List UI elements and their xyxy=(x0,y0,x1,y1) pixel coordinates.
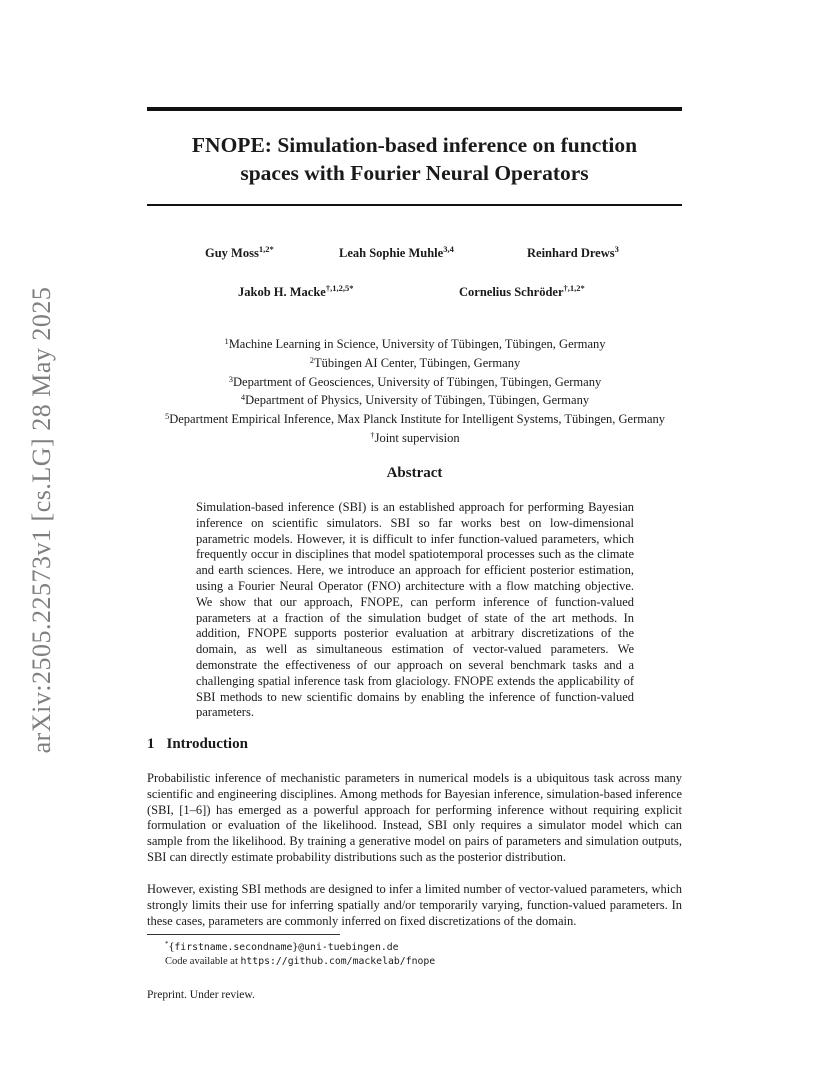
title-line-1: FNOPE: Simulation-based inference on function xyxy=(191,133,638,157)
author-leah-sophie-muhle xyxy=(339,244,454,261)
footnotes xyxy=(165,937,435,969)
affiliation-mark: 4 xyxy=(240,392,246,403)
affiliation-text: Machine Learning in Science, University of Tübingen, Tübingen, Germany xyxy=(228,337,606,351)
title-bottom-rule xyxy=(147,204,682,206)
affiliation-mark: † xyxy=(370,429,375,440)
preprint-note: Preprint. Under review. xyxy=(147,989,255,1001)
intro-paragraph-1: Probabilistic inference of mechanistic parameters in numerical models is a ubiquitous task across many scientific and engineering disciplines. Among methods for Bayesian inference, simulation-based inference (SBI, [1–6]) has emerged as a powerful approach for performing inference without requiring explicit formulation or evaluation of the likelihood. Instead, SBI only requires a simulator model which can sample from the likelihood. By training a generative model on pairs of parameters and simulation outputs, SBI can directly estimate probability distributions such as the posterior distribution. xyxy=(147,771,682,864)
title-line-2: spaces with Fourier Neural Operators xyxy=(240,161,589,185)
abstract-text: Simulation-based inference (SBI) is an established approach for performing Bayesian inference on scientific simulators. SBI so far works best on low-dimensional parametric models. However, it is difficult to infer function-valued parameters, which frequently occur in disciplines that model spatiotemporal processes such as the climate and earth sciences. Here, we introduce an approach for efficient posterior estimation, using a Fourier Neural Operator (FNO) architecture with a flow matching objective. We show that our approach, FNOPE, can perform inference of function-valued parameters at a fraction of the simulation budget of state of the art methods. In addition, FNOPE supports posterior evaluation at arbitrary discretizations of the domain, as well as simultaneous estimation of vector-valued parameters. We demonstrate the effectiveness of our approach on several benchmark tasks and a challenging spatial inference task from glaciology. FNOPE extends the applicability of SBI methods to new scientific domains by enabling the inference of function-valued parameters. xyxy=(196,500,634,720)
intro-paragraph-2: However, existing SBI methods are designed to infer a limited number of vector-valued parameters, which strongly limits their use for inferring spatially and/or temporarily varying, function-valued parameters. In these cases, parameters are commonly inferred on fixed discretizations of the domain. xyxy=(147,882,682,928)
section-number: 1 xyxy=(147,736,155,752)
affiliation-2 xyxy=(140,353,690,372)
affiliation-mark: 5 xyxy=(164,411,170,422)
affiliation-5 xyxy=(140,409,690,428)
affiliation-text: Tübingen AI Center, Tübingen, Germany xyxy=(314,355,521,370)
affiliation-mark: 3 xyxy=(228,373,234,384)
author-name: Leah Sophie Muhle xyxy=(339,246,444,260)
author-marks: 1,2* xyxy=(258,244,274,254)
author-marks: 3 xyxy=(614,244,619,254)
affiliation-mark: 2 xyxy=(309,354,315,365)
affiliations xyxy=(140,334,690,447)
affiliation-text: Department of Physics, University of Tübingen, Tübingen, Germany xyxy=(245,393,590,408)
paper-title xyxy=(147,131,682,187)
title-top-rule xyxy=(147,107,682,111)
author-marks: †,1,2* xyxy=(563,283,585,293)
author-name: Guy Moss xyxy=(205,246,259,260)
footnote-email xyxy=(165,937,435,955)
affiliation-4 xyxy=(140,390,690,409)
arxiv-identifier-text: arXiv:2505.22573v1 [cs.LG] 28 May 2025 xyxy=(27,286,56,754)
author-cornelius-schroeder xyxy=(459,283,585,300)
affiliation-1 xyxy=(140,334,690,353)
affiliation-3 xyxy=(140,372,690,391)
author-name: Reinhard Drews xyxy=(527,246,615,260)
affiliation-joint-supervision xyxy=(140,428,690,447)
email-text: {firstname.secondname}@uni-tuebingen.de xyxy=(168,942,399,953)
footnote-mark: * xyxy=(165,940,169,948)
affiliation-text: Joint supervision xyxy=(374,430,460,445)
abstract-heading: Abstract xyxy=(386,465,443,481)
author-guy-moss xyxy=(205,244,274,261)
author-marks: †,1,2,5* xyxy=(325,283,354,293)
footnote-rule xyxy=(147,934,340,935)
affiliation-text: Department Empirical Inference, Max Planck Institute for Intelligent Systems, Tübingen, Germany xyxy=(169,412,666,427)
affiliation-mark: 1 xyxy=(224,336,229,346)
author-reinhard-drews xyxy=(527,244,619,261)
author-jakob-macke xyxy=(238,283,353,300)
code-prefix: Code available at xyxy=(165,956,238,967)
section-title: Introduction xyxy=(166,736,248,752)
author-name: Jakob H. Macke xyxy=(238,285,326,299)
affiliation-text: Department of Geosciences, University of Tübingen, Tübingen, Germany xyxy=(233,374,602,389)
author-marks: 3,4 xyxy=(443,244,454,254)
arxiv-identifier xyxy=(24,280,60,760)
code-url-link[interactable]: https://github.com/mackelab/fnope xyxy=(240,956,436,967)
footnote-code xyxy=(165,955,435,969)
section-heading-introduction xyxy=(147,736,248,753)
author-name: Cornelius Schröder xyxy=(459,285,564,299)
